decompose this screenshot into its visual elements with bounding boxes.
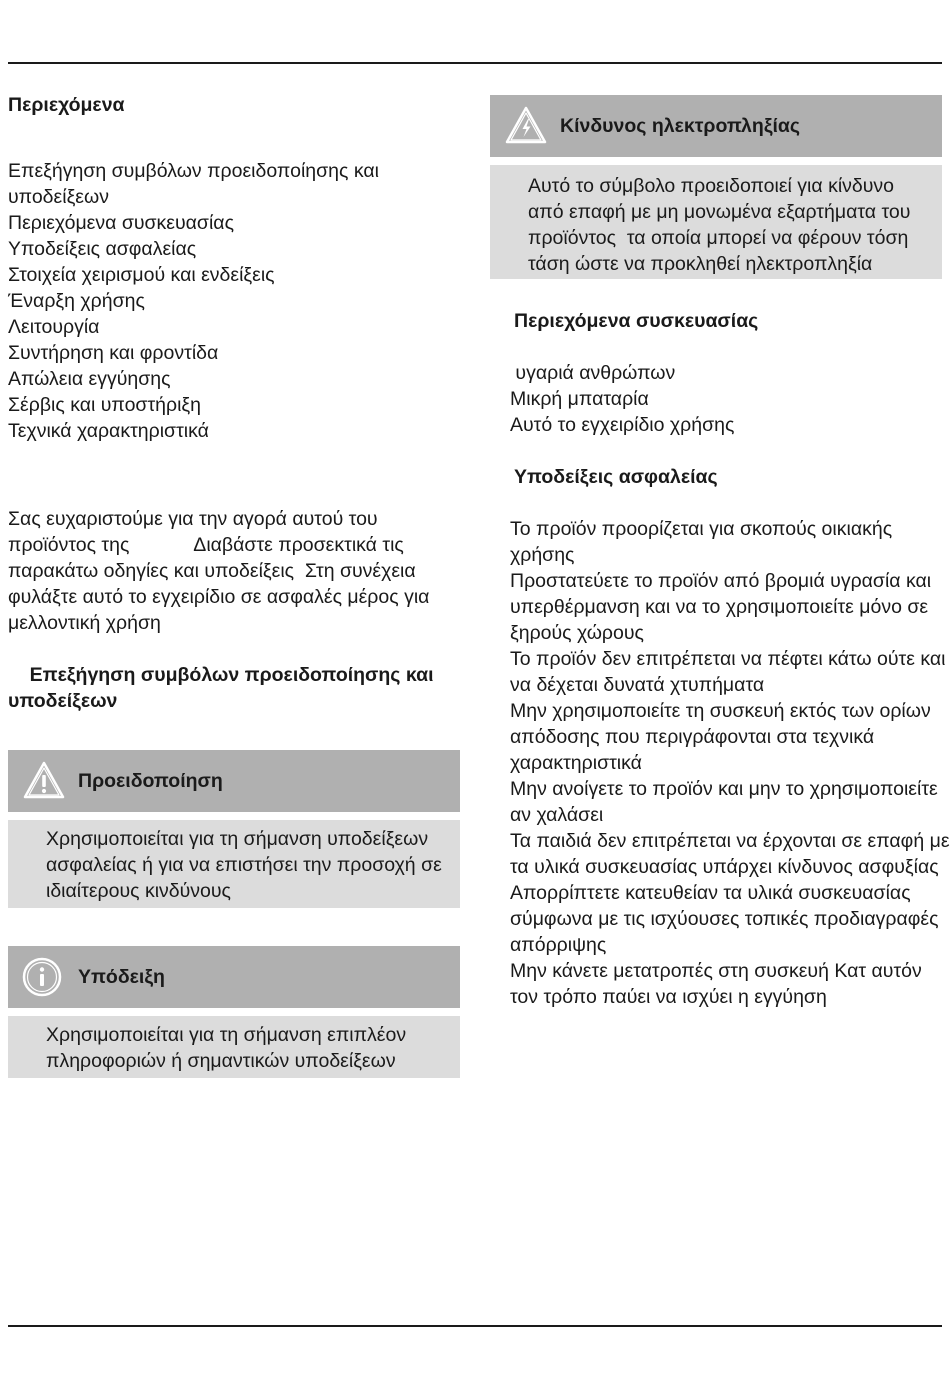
intro-line: φυλάξτε αυτό το εγχειρίδιο σε ασφαλές μέρος για: [8, 586, 430, 608]
warning-line: ιδιαίτερους κινδύνους: [46, 880, 231, 902]
package-item: Αυτό το εγχειρίδιο χρήσης: [510, 414, 735, 436]
danger-body: [490, 165, 942, 279]
toc-item: Επεξήγηση συμβόλων προειδοποίησης και υποδείξεων: [8, 160, 379, 208]
intro-line: παρακάτω οδηγίες και υποδείξεις Στη συνέχεια: [8, 560, 416, 582]
warning-box: [8, 750, 460, 908]
symbols-heading: [8, 662, 460, 714]
danger-line: από επαφή με μη μονωμένα εξαρτήματα του: [528, 201, 911, 223]
toc-title: Περιεχόμενα: [8, 94, 125, 116]
safety-item: Μην κάνετε μετατροπές στη συσκευή Κατ αυτόν τον τρόπο παύει να ισχύει η εγγύηση: [510, 960, 922, 1008]
warning-line: ασφαλείας ή για να επιστήσει την προσοχή σε: [46, 854, 442, 876]
safety-item: Το προϊόν προορίζεται για σκοπούς οικιακής χρήσης: [510, 518, 893, 566]
info-circle-icon: [22, 955, 66, 999]
toc-item: Τεχνικά χαρακτηριστικά: [8, 420, 209, 442]
intro-paragraph: [8, 506, 460, 636]
toc-item: Συντήρηση και φροντίδα: [8, 342, 219, 364]
bottom-rule: [8, 1325, 942, 1327]
hint-title: Υπόδειξη: [78, 965, 165, 988]
toc-item: Περιεχόμενα συσκευασίας: [8, 212, 234, 234]
package-title: Περιεχόμενα συσκευασίας: [514, 310, 759, 332]
toc-item: Λειτουργία: [8, 316, 100, 338]
hint-line: Χρησιμοποιείται για τη σήμανση επιπλέον: [46, 1024, 407, 1046]
toc-item: Έναρξη χρήσης: [8, 290, 145, 312]
intro-line: προϊόντος της Διαβάστε προσεκτικά τις: [8, 534, 404, 556]
hint-box-header: [8, 946, 460, 1008]
danger-line: Αυτό το σύμβολο προειδοποιεί για κίνδυνο: [528, 175, 895, 197]
safety-item: Προστατεύετε το προϊόν από βρομιά υγρασία και υπερθέρμανση και να το χρησιμοποιείτε μόνο σε ξηρούς χώρους: [510, 570, 932, 644]
electric-shock-icon: [504, 104, 548, 148]
safety-item: Το προϊόν δεν επιτρέπεται να πέφτει κάτω ούτε και να δέχεται δυνατά χτυπήματα: [510, 648, 946, 696]
safety-title: Υποδείξεις ασφαλείας: [514, 466, 718, 488]
danger-title: Κίνδυνος ηλεκτροπληξίας: [560, 114, 801, 137]
warning-title: Προειδοποίηση: [78, 769, 223, 792]
package-item: Μικρή μπαταρία: [510, 388, 649, 410]
hint-body: [8, 1016, 460, 1078]
warning-body: [8, 820, 460, 908]
package-list: [510, 360, 734, 438]
danger-line: προϊόντος τα οποία μπορεί να φέρουν τόση: [528, 227, 909, 249]
warning-triangle-icon: [22, 759, 66, 803]
danger-box-header: [490, 95, 942, 157]
safety-item: Τα παιδιά δεν επιτρέπεται να έρχονται σε επαφή με τα υλικά συσκευασίας υπάρχει κίνδυνος ασφυξίας: [510, 830, 950, 878]
safety-item: Μην χρησιμοποιείτε τη συσκευή εκτός των ορίων απόδοσης που περιγράφονται στα τεχνικά χαρακτηριστικά: [510, 700, 931, 774]
package-item: υγαριά ανθρώπων: [510, 362, 676, 384]
warning-box-header: [8, 750, 460, 812]
hint-line: πληροφοριών ή σημαντικών υποδείξεων: [46, 1050, 396, 1072]
top-rule: [8, 62, 942, 64]
toc-item: Στοιχεία χειρισμού και ενδείξεις: [8, 264, 275, 286]
safety-list: [510, 516, 950, 1010]
warning-line: Χρησιμοποιείται για τη σήμανση υποδείξεων: [46, 828, 429, 850]
danger-box: [490, 95, 942, 279]
symbols-heading-line: Επεξήγηση συμβόλων προειδοποίησης και: [8, 664, 434, 686]
danger-line: τάση ώστε να προκληθεί ηλεκτροπληξία: [528, 253, 873, 275]
intro-line: μελλοντική χρήση: [8, 612, 161, 634]
toc-list: [8, 158, 460, 444]
toc-item: Απώλεια εγγύησης: [8, 368, 171, 390]
intro-line: Σας ευχαριστούμε για την αγορά αυτού του: [8, 508, 378, 530]
safety-item: Μην ανοίγετε το προϊόν και μην το χρησιμοποιείτε αν χαλάσει: [510, 778, 938, 826]
symbols-heading-line: υποδείξεων: [8, 690, 118, 712]
toc-item: Υποδείξεις ασφαλείας: [8, 238, 197, 260]
safety-item: Απορρίπτετε κατευθείαν τα υλικά συσκευασίας σύμφωνα με τις ισχύουσες τοπικές προδιαγραφές απόρριψης: [510, 882, 939, 956]
left-column: [8, 88, 460, 1072]
toc-item: Σέρβις και υποστήριξη: [8, 394, 202, 416]
hint-box: [8, 946, 460, 1078]
